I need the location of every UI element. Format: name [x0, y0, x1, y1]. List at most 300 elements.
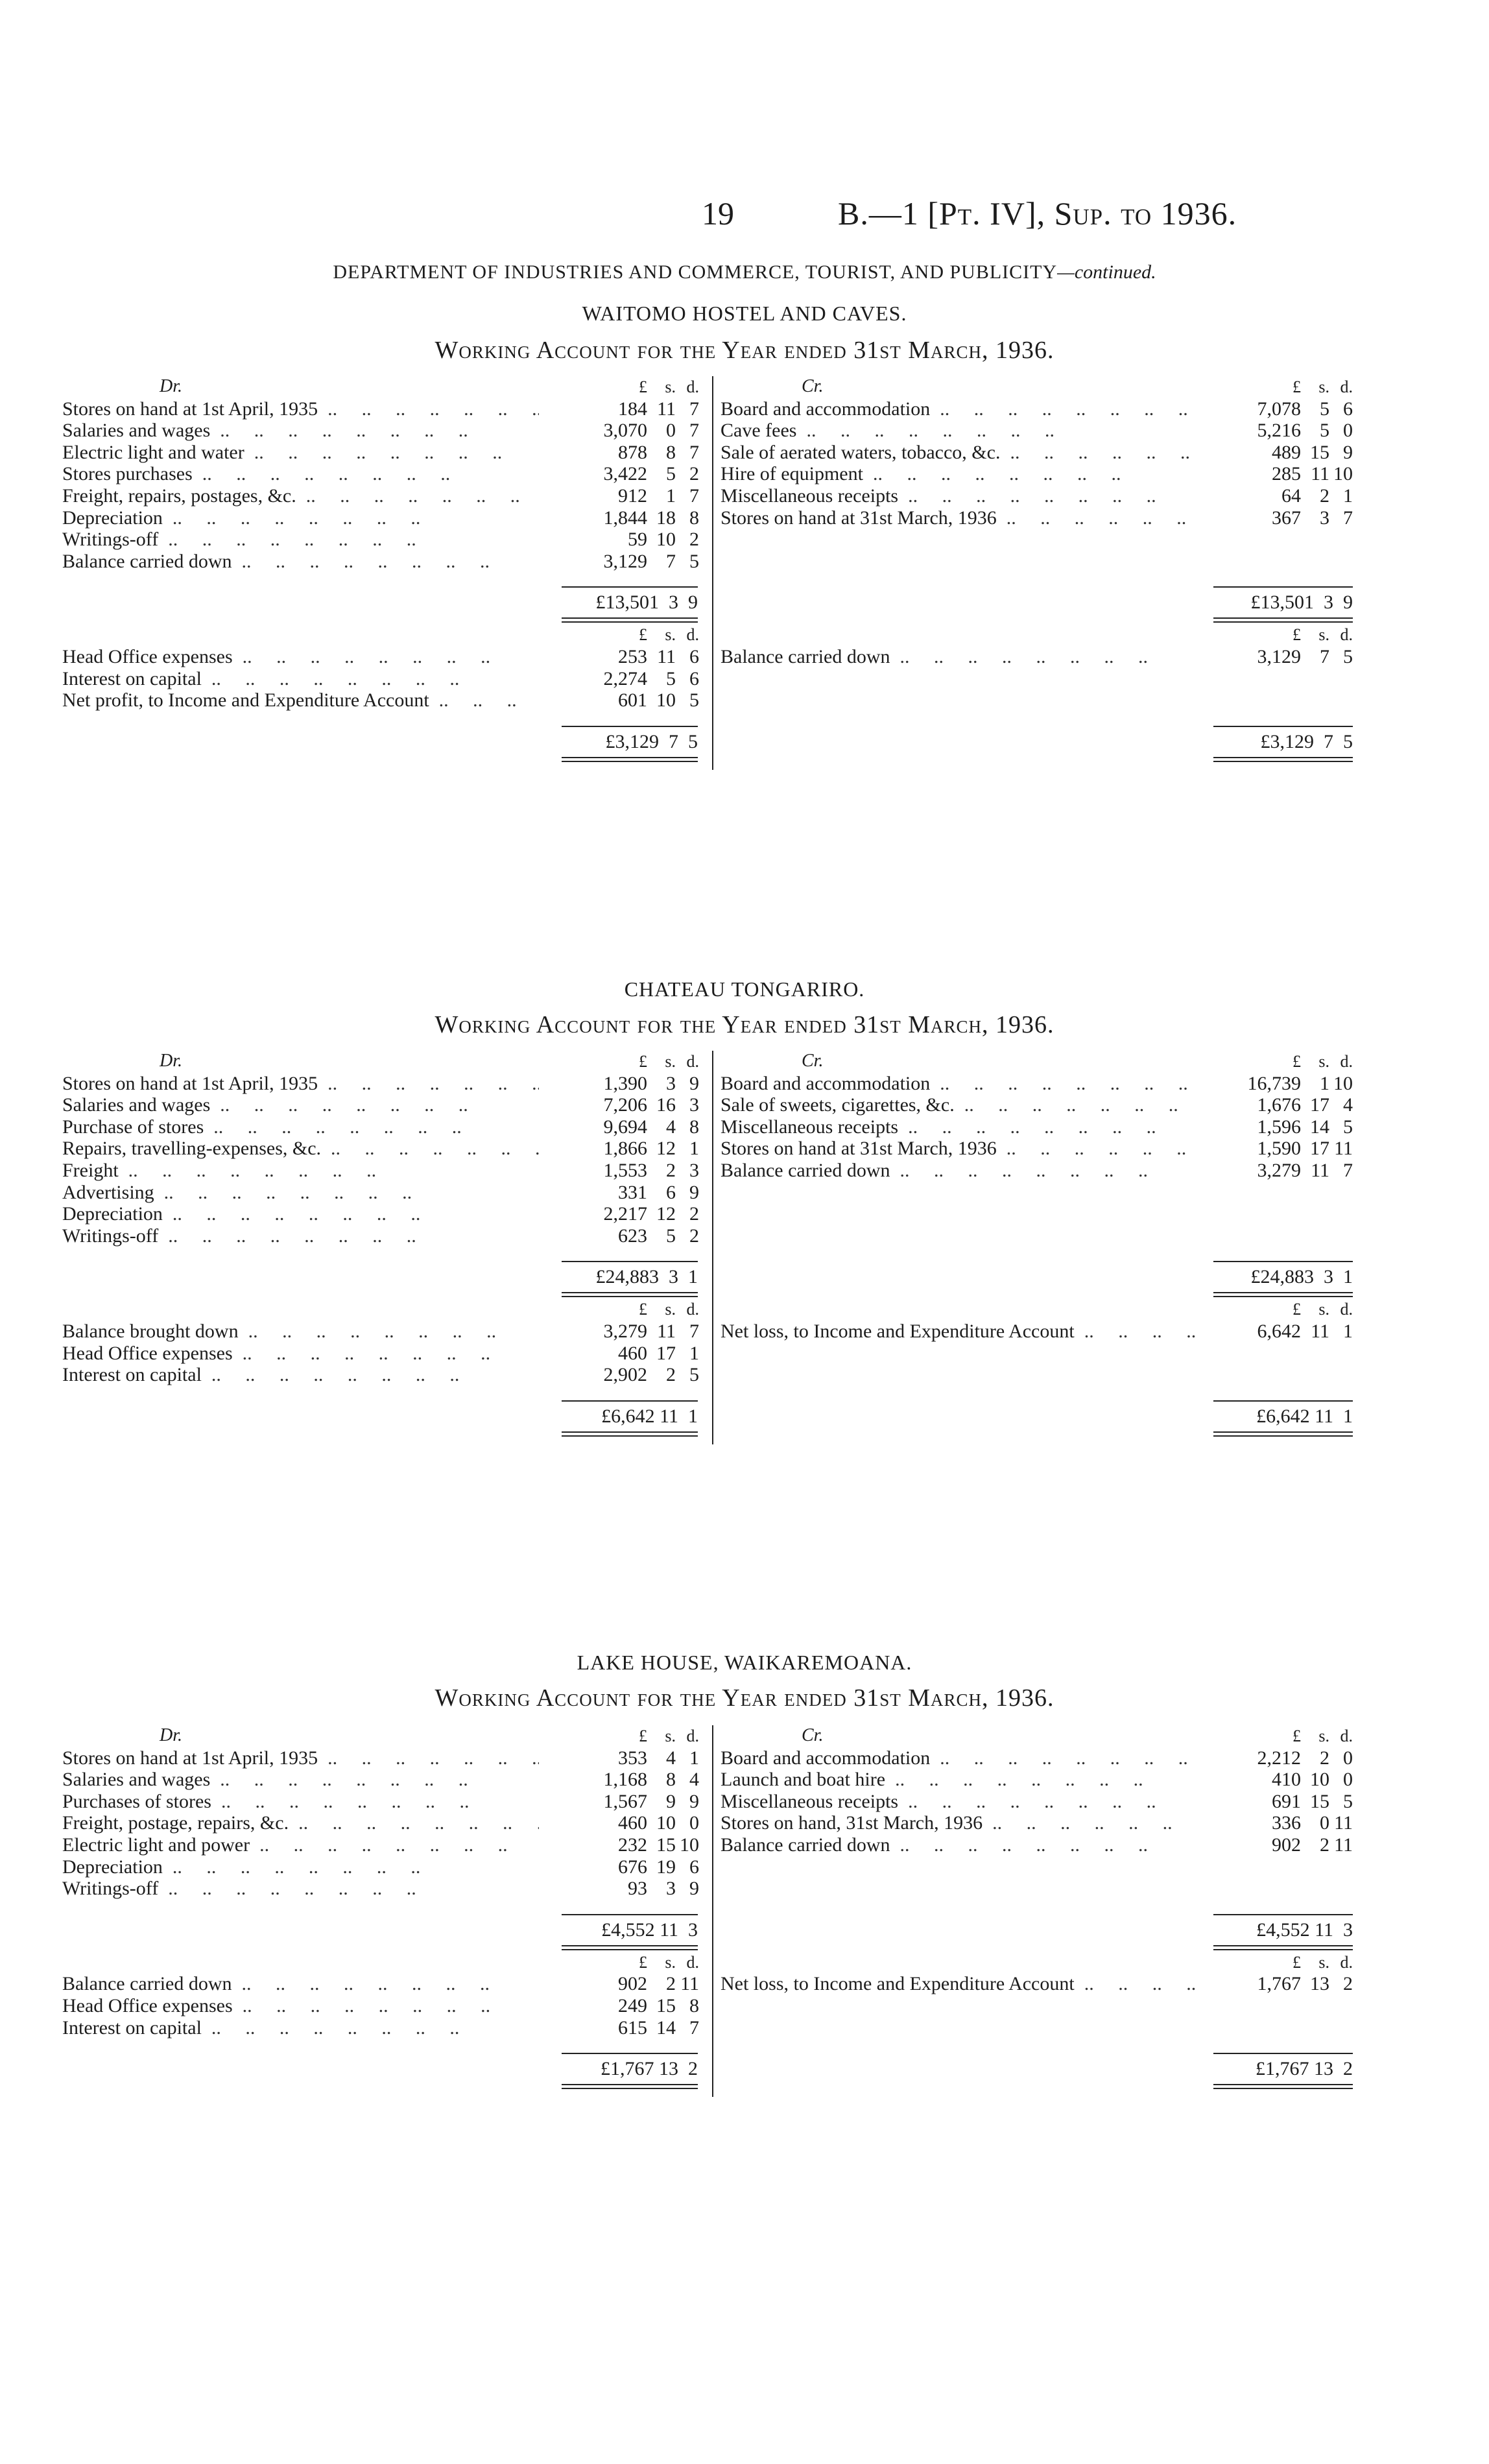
credit-row [721, 442, 1197, 464]
amount-pence: 6 [689, 1856, 699, 1878]
debit-row-amount [537, 2017, 699, 2039]
credit-row-label: Net loss, to Income and Expenditure Account .. [721, 1321, 1197, 1343]
credit-row [721, 398, 1197, 420]
debit-row-amount [537, 1160, 699, 1182]
amount-pence: 0 [1343, 1769, 1353, 1791]
amount-pence: 5 [1343, 646, 1353, 667]
debit-row-amount [537, 1747, 699, 1769]
cr-total-double-rule [1213, 1292, 1353, 1297]
column-divider [712, 1051, 713, 1444]
amount-pounds: 1,866 [603, 1138, 647, 1160]
amount-shillings: 8 [666, 441, 676, 463]
credit-row-amount [1191, 485, 1353, 507]
dr-label: Dr. [160, 1725, 183, 1745]
amount-shillings: 15 [1310, 1790, 1329, 1812]
debit-row-label: Stores on hand at 1st April, 1935 .. [62, 398, 539, 420]
amount-shillings: 18 [656, 507, 676, 529]
account-table [62, 376, 1359, 778]
debit-row-amount [537, 1203, 699, 1225]
section-subtitle: Working Account for the Year ended 31st March, 1936. [435, 1011, 1054, 1038]
debit-row-amount [537, 1343, 699, 1365]
amount-pence: 4 [1343, 1094, 1353, 1116]
credit-row [721, 1747, 1197, 1769]
account-table [62, 1051, 1359, 1453]
debit-row [62, 1364, 539, 1386]
debit-row-label: Writings-off .. [62, 1225, 539, 1247]
amount-pounds: 878 [618, 441, 647, 463]
amount-shillings: 0 [1320, 1812, 1329, 1834]
amount-shillings: 5 [1320, 398, 1329, 420]
cr2-currency-header [1191, 1952, 1353, 1974]
currency-shillings: s. [1318, 625, 1329, 645]
currency-pence: d. [686, 1727, 699, 1745]
cr-total-rule [1213, 1261, 1353, 1262]
currency-pounds: £ [639, 625, 647, 645]
dr-total-rule [562, 1400, 698, 1402]
debit-row-amount [537, 689, 699, 712]
debit-row-label: Stores purchases .. [62, 463, 539, 485]
amount-pence: 3 [689, 1160, 699, 1181]
amount-shillings: 4 [666, 1747, 676, 1769]
credit-row-label: Launch and boat hire .. [721, 1769, 1197, 1791]
debit-row-amount [537, 1116, 699, 1138]
credit-row [721, 1094, 1197, 1116]
amount-pence: 1 [1343, 1321, 1353, 1342]
currency-pence: d. [686, 1052, 699, 1071]
dr2-currency-header [537, 624, 699, 646]
credit-row-amount [1191, 1094, 1353, 1116]
credit-row-label: Board and accommodation .. [721, 398, 1197, 420]
dr-total: £13,501 3 9 [595, 592, 698, 614]
debit-row-label: Electric light and power .. [62, 1834, 539, 1856]
currency-pence: d. [1340, 625, 1353, 645]
currency-pounds: £ [639, 1300, 647, 1319]
amount-pounds: 59 [628, 529, 647, 551]
dr-label: Dr. [160, 376, 183, 396]
amount-pence: 9 [689, 1878, 699, 1900]
dr-total-rule [562, 2053, 698, 2054]
credit-row-amount [1191, 1116, 1353, 1138]
currency-pounds: £ [1292, 1727, 1301, 1745]
amount-pounds: 253 [618, 646, 647, 667]
debit-row-label: Stores on hand at 1st April, 1935 .. [62, 1073, 539, 1095]
amount-pounds: 902 [1272, 1834, 1301, 1856]
credit-row-label: Sale of aerated waters, tobacco, &c. .. [721, 442, 1197, 464]
amount-shillings: 19 [656, 1856, 676, 1878]
debit-row [62, 689, 539, 712]
credit-row [721, 485, 1197, 507]
currency-shillings: s. [665, 1952, 676, 1972]
currency-shillings: s. [1318, 377, 1329, 396]
amount-pounds: 460 [618, 1812, 647, 1834]
dr-currency-header [537, 1051, 699, 1073]
dr-currency-header [537, 1725, 699, 1747]
debit-row-amount [537, 646, 699, 668]
credit-row-label: Stores on hand, 31st March, 1936 .. [721, 1812, 1197, 1834]
debit-row-label: Stores on hand at 1st April, 1935 .. [62, 1747, 539, 1769]
amount-shillings: 11 [1311, 463, 1329, 485]
dr-total-rule [562, 1914, 698, 1915]
amount-pence: 7 [689, 1321, 699, 1342]
credit-row-amount [1191, 442, 1353, 464]
debit-row-label: Depreciation .. [62, 1203, 539, 1225]
dr-total: £4,552 11 3 [601, 1919, 698, 1941]
debit-row-amount [537, 1321, 699, 1343]
amount-pounds: 3,070 [603, 420, 647, 442]
amount-pounds: 1,767 [1257, 1973, 1301, 1995]
amount-pounds: 460 [618, 1342, 647, 1364]
amount-shillings: 15 [656, 1995, 676, 2016]
department-title: DEPARTMENT OF INDUSTRIES AND COMMERCE, TOURIST, AND PUBLICITY—continued. [333, 261, 1156, 283]
amount-pence: 6 [689, 646, 699, 667]
currency-pounds: £ [639, 1052, 647, 1071]
page-number: 19 [702, 195, 734, 232]
debit-row [62, 1182, 539, 1204]
amount-pounds: 184 [618, 398, 647, 420]
cr-total-rule [1213, 2053, 1353, 2054]
amount-pounds: 2,274 [603, 667, 647, 689]
credit-row [721, 1321, 1197, 1343]
debit-row-label: Head Office expenses .. [62, 1995, 539, 2017]
debit-row-amount [537, 442, 699, 464]
debit-row-label: Balance carried down .. [62, 1973, 539, 1995]
amount-pounds: 16,739 [1247, 1072, 1301, 1094]
amount-pounds: 353 [618, 1747, 647, 1769]
credit-row-amount [1191, 1321, 1353, 1343]
cr-total-double-rule [1213, 757, 1353, 762]
amount-pence: 5 [689, 689, 699, 712]
credit-row-amount [1191, 420, 1353, 442]
debit-row [62, 1321, 539, 1343]
credit-row-amount [1191, 1747, 1353, 1769]
dr-total-double-rule [562, 1292, 698, 1297]
cr-total-double-rule [1213, 2084, 1353, 2089]
credit-row-amount [1191, 1769, 1353, 1791]
amount-shillings: 14 [1310, 1116, 1329, 1138]
amount-shillings: 11 [657, 1321, 676, 1342]
debit-row [62, 463, 539, 485]
cr-total: £4,552 11 3 [1256, 1919, 1353, 1941]
currency-pounds: £ [1292, 1952, 1301, 1972]
amount-shillings: 0 [666, 420, 676, 442]
cr2-currency-header [1191, 1298, 1353, 1321]
debit-row-amount [537, 1225, 699, 1247]
amount-pence: 8 [689, 1116, 699, 1138]
amount-shillings: 2 [1320, 1834, 1329, 1856]
credit-row-amount [1191, 1160, 1353, 1182]
amount-pounds: 6,642 [1257, 1321, 1301, 1342]
debit-row [62, 420, 539, 442]
debit-row-label: Freight, postage, repairs, &c. .. [62, 1812, 539, 1834]
debit-row [62, 1769, 539, 1791]
debit-row-label: Interest on capital .. [62, 668, 539, 690]
dr-total-double-rule [562, 1431, 698, 1437]
amount-pounds: 367 [1272, 507, 1301, 529]
credit-row [721, 1073, 1197, 1095]
debit-row-amount [537, 1182, 699, 1204]
amount-shillings: 12 [656, 1203, 676, 1225]
amount-shillings: 3 [666, 1072, 676, 1094]
amount-pence: 2 [689, 463, 699, 485]
amount-pounds: 7,078 [1257, 398, 1301, 420]
currency-shillings: s. [665, 377, 676, 396]
amount-pence: 7 [689, 398, 699, 420]
currency-pounds: £ [639, 1727, 647, 1745]
debit-row-amount [537, 1878, 699, 1900]
debit-row [62, 1856, 539, 1878]
amount-pounds: 285 [1272, 463, 1301, 485]
debit-row [62, 1116, 539, 1138]
amount-pounds: 676 [618, 1856, 647, 1878]
dr2-currency-header [537, 1298, 699, 1321]
currency-pence: d. [1340, 377, 1353, 396]
credit-row-label: Miscellaneous receipts .. [721, 485, 1197, 507]
cr-total: £3,129 7 5 [1260, 730, 1353, 752]
debit-row [62, 529, 539, 551]
debit-row-label: Salaries and wages .. [62, 420, 539, 442]
amount-pence: 0 [1343, 420, 1353, 442]
amount-pence: 9 [1343, 441, 1353, 463]
credit-row-amount [1191, 1073, 1353, 1095]
dr-total-double-rule [562, 757, 698, 762]
debit-row-amount [537, 1073, 699, 1095]
debit-row [62, 1073, 539, 1095]
amount-pence: 4 [689, 1769, 699, 1791]
amount-shillings: 11 [657, 398, 676, 420]
debit-row-label: Balance carried down .. [62, 551, 539, 573]
amount-shillings: 10 [656, 1812, 676, 1834]
debit-row-amount [537, 668, 699, 690]
amount-shillings: 5 [666, 1225, 676, 1247]
debit-row [62, 1995, 539, 2017]
amount-shillings: 2 [666, 1160, 676, 1181]
amount-pence: 6 [1343, 398, 1353, 420]
amount-shillings: 7 [1320, 646, 1329, 667]
credit-row-label: Hire of equipment .. [721, 463, 1197, 485]
debit-row-label: Freight .. [62, 1160, 539, 1182]
amount-pence: 7 [689, 485, 699, 507]
amount-pounds: 3,279 [1257, 1160, 1301, 1181]
credit-row-label: Board and accommodation .. [721, 1747, 1197, 1769]
amount-shillings: 15 [1310, 441, 1329, 463]
amount-shillings: 11 [657, 646, 676, 667]
credit-row-amount [1191, 398, 1353, 420]
amount-shillings: 15 [656, 1834, 676, 1856]
amount-pence: 11 [1334, 1834, 1353, 1856]
amount-pence: 8 [689, 1995, 699, 2016]
amount-shillings: 7 [666, 550, 676, 572]
debit-row [62, 1834, 539, 1856]
section-title: LAKE HOUSE, WAIKAREMOANA. [577, 1651, 912, 1674]
credit-row [721, 507, 1197, 529]
amount-pence: 7 [689, 441, 699, 463]
dr-total-double-rule [562, 1945, 698, 1950]
amount-shillings: 4 [666, 1116, 676, 1138]
currency-shillings: s. [1318, 1952, 1329, 1972]
amount-pence: 1 [1343, 485, 1353, 507]
dr-total: £1,767 13 2 [601, 2058, 698, 2080]
debit-row [62, 1343, 539, 1365]
amount-shillings: 2 [666, 1364, 676, 1386]
amount-pounds: 7,206 [603, 1094, 647, 1116]
credit-row-label: Stores on hand at 31st March, 1936 .. [721, 1138, 1197, 1160]
amount-pounds: 2,217 [603, 1203, 647, 1225]
amount-pence: 7 [1343, 1160, 1353, 1181]
debit-row [62, 1878, 539, 1900]
dr2-currency-header [537, 1952, 699, 1974]
amount-pounds: 1,567 [603, 1790, 647, 1812]
debit-row-amount [537, 1138, 699, 1160]
amount-shillings: 10 [1310, 1769, 1329, 1791]
amount-pounds: 331 [618, 1181, 647, 1203]
amount-pounds: 64 [1281, 485, 1301, 507]
amount-pence: 0 [1343, 1747, 1353, 1769]
section-subtitle: Working Account for the Year ended 31st March, 1936. [435, 337, 1054, 364]
amount-pence: 10 [680, 1834, 699, 1856]
debit-row [62, 485, 539, 507]
amount-shillings: 11 [1311, 1160, 1329, 1181]
cr-currency-header [1191, 376, 1353, 398]
debit-row-amount [537, 551, 699, 573]
credit-row-amount [1191, 1812, 1353, 1834]
credit-row-label: Balance carried down .. [721, 646, 1197, 668]
amount-pence: 11 [680, 1973, 699, 1995]
credit-row-label: Cave fees .. [721, 420, 1197, 442]
dr-total-rule [562, 726, 698, 727]
amount-pounds: 902 [618, 1973, 647, 1995]
amount-pence: 10 [1333, 1072, 1353, 1094]
cr-total: £13,501 3 9 [1250, 592, 1353, 614]
amount-pounds: 489 [1272, 441, 1301, 463]
debit-row [62, 1747, 539, 1769]
amount-pounds: 336 [1272, 1812, 1301, 1834]
amount-pounds: 93 [628, 1878, 647, 1900]
debit-row [62, 1973, 539, 1995]
debit-row [62, 551, 539, 573]
debit-row-amount [537, 1769, 699, 1791]
debit-row [62, 507, 539, 529]
column-divider [712, 1725, 713, 2097]
amount-pence: 6 [689, 667, 699, 689]
credit-row-label: Sale of sweets, cigarettes, &c. .. [721, 1094, 1197, 1116]
amount-pounds: 1,596 [1257, 1116, 1301, 1138]
debit-row [62, 1791, 539, 1813]
amount-pence: 5 [1343, 1116, 1353, 1138]
amount-shillings: 2 [666, 1973, 676, 1995]
amount-shillings: 5 [666, 463, 676, 485]
debit-row-label: Writings-off .. [62, 529, 539, 551]
amount-pounds: 5,216 [1257, 420, 1301, 442]
cr-total: £24,883 3 1 [1250, 1266, 1353, 1288]
cr2-currency-header [1191, 624, 1353, 646]
debit-row-amount [537, 1995, 699, 2017]
cr-total-rule [1213, 1914, 1353, 1915]
amount-pence: 2 [1343, 1973, 1353, 1995]
currency-pence: d. [686, 1300, 699, 1319]
cr-currency-header [1191, 1051, 1353, 1073]
credit-row-amount [1191, 1834, 1353, 1856]
debit-row-label: Advertising .. [62, 1182, 539, 1204]
credit-row-amount [1191, 507, 1353, 529]
amount-pounds: 1,844 [603, 507, 647, 529]
amount-pounds: 9,694 [603, 1116, 647, 1138]
amount-pounds: 3,422 [603, 463, 647, 485]
credit-row [721, 1812, 1197, 1834]
currency-shillings: s. [665, 1727, 676, 1745]
amount-pence: 8 [689, 507, 699, 529]
amount-shillings: 6 [666, 1181, 676, 1203]
amount-pence: 7 [689, 420, 699, 442]
amount-pence: 0 [689, 1812, 699, 1834]
debit-row [62, 1225, 539, 1247]
debit-row-amount [537, 1973, 699, 1995]
credit-row [721, 1791, 1197, 1813]
amount-pounds: 1,676 [1257, 1094, 1301, 1116]
debit-row-label: Net profit, to Income and Expenditure Account .. [62, 689, 539, 712]
credit-row-amount [1191, 463, 1353, 485]
currency-pence: d. [686, 625, 699, 645]
credit-row-label: Balance carried down .. [721, 1834, 1197, 1856]
debit-row [62, 646, 539, 668]
debit-row-amount [537, 1812, 699, 1834]
currency-shillings: s. [1318, 1052, 1329, 1071]
amount-pounds: 1,168 [603, 1769, 647, 1791]
dr-total: £24,883 3 1 [595, 1266, 698, 1288]
currency-pence: d. [1340, 1300, 1353, 1319]
debit-row-amount [537, 1791, 699, 1813]
cr-total-rule [1213, 1400, 1353, 1402]
amount-pence: 5 [1343, 1790, 1353, 1812]
credit-row [721, 463, 1197, 485]
cr-label: Cr. [802, 1725, 824, 1745]
debit-row-amount [537, 485, 699, 507]
amount-pounds: 2,212 [1257, 1747, 1301, 1769]
debit-row [62, 668, 539, 690]
debit-row [62, 1138, 539, 1160]
amount-shillings: 10 [656, 529, 676, 551]
debit-row [62, 2017, 539, 2039]
currency-pence: d. [686, 377, 699, 396]
currency-pence: d. [1340, 1052, 1353, 1071]
debit-row-label: Salaries and wages .. [62, 1769, 539, 1791]
debit-row-amount [537, 420, 699, 442]
amount-shillings: 17 [1310, 1138, 1329, 1160]
cr-total-double-rule [1213, 1431, 1353, 1437]
amount-pounds: 691 [1272, 1790, 1301, 1812]
debit-row-label: Writings-off .. [62, 1878, 539, 1900]
amount-pence: 10 [1333, 463, 1353, 485]
credit-row-label: Miscellaneous receipts .. [721, 1791, 1197, 1813]
amount-pence: 7 [689, 2016, 699, 2039]
credit-row-label: Board and accommodation .. [721, 1073, 1197, 1095]
continued-note: —continued. [1057, 261, 1156, 283]
currency-pounds: £ [639, 1952, 647, 1972]
currency-pounds: £ [1292, 377, 1301, 396]
credit-row [721, 1160, 1197, 1182]
amount-shillings: 5 [1320, 420, 1329, 442]
section-title: WAITOMO HOSTEL AND CAVES. [582, 302, 907, 325]
amount-pounds: 3,279 [603, 1321, 647, 1342]
debit-row [62, 398, 539, 420]
credit-row [721, 1973, 1197, 1995]
amount-pence: 9 [689, 1790, 699, 1812]
amount-pence: 1 [689, 1342, 699, 1364]
credit-row [721, 1769, 1197, 1791]
debit-row-label: Repairs, travelling-expenses, &c. .. [62, 1138, 539, 1160]
credit-row [721, 646, 1197, 668]
document-reference: B.—1 [Pt. IV], Sup. to 1936. [838, 195, 1237, 232]
credit-row [721, 1116, 1197, 1138]
